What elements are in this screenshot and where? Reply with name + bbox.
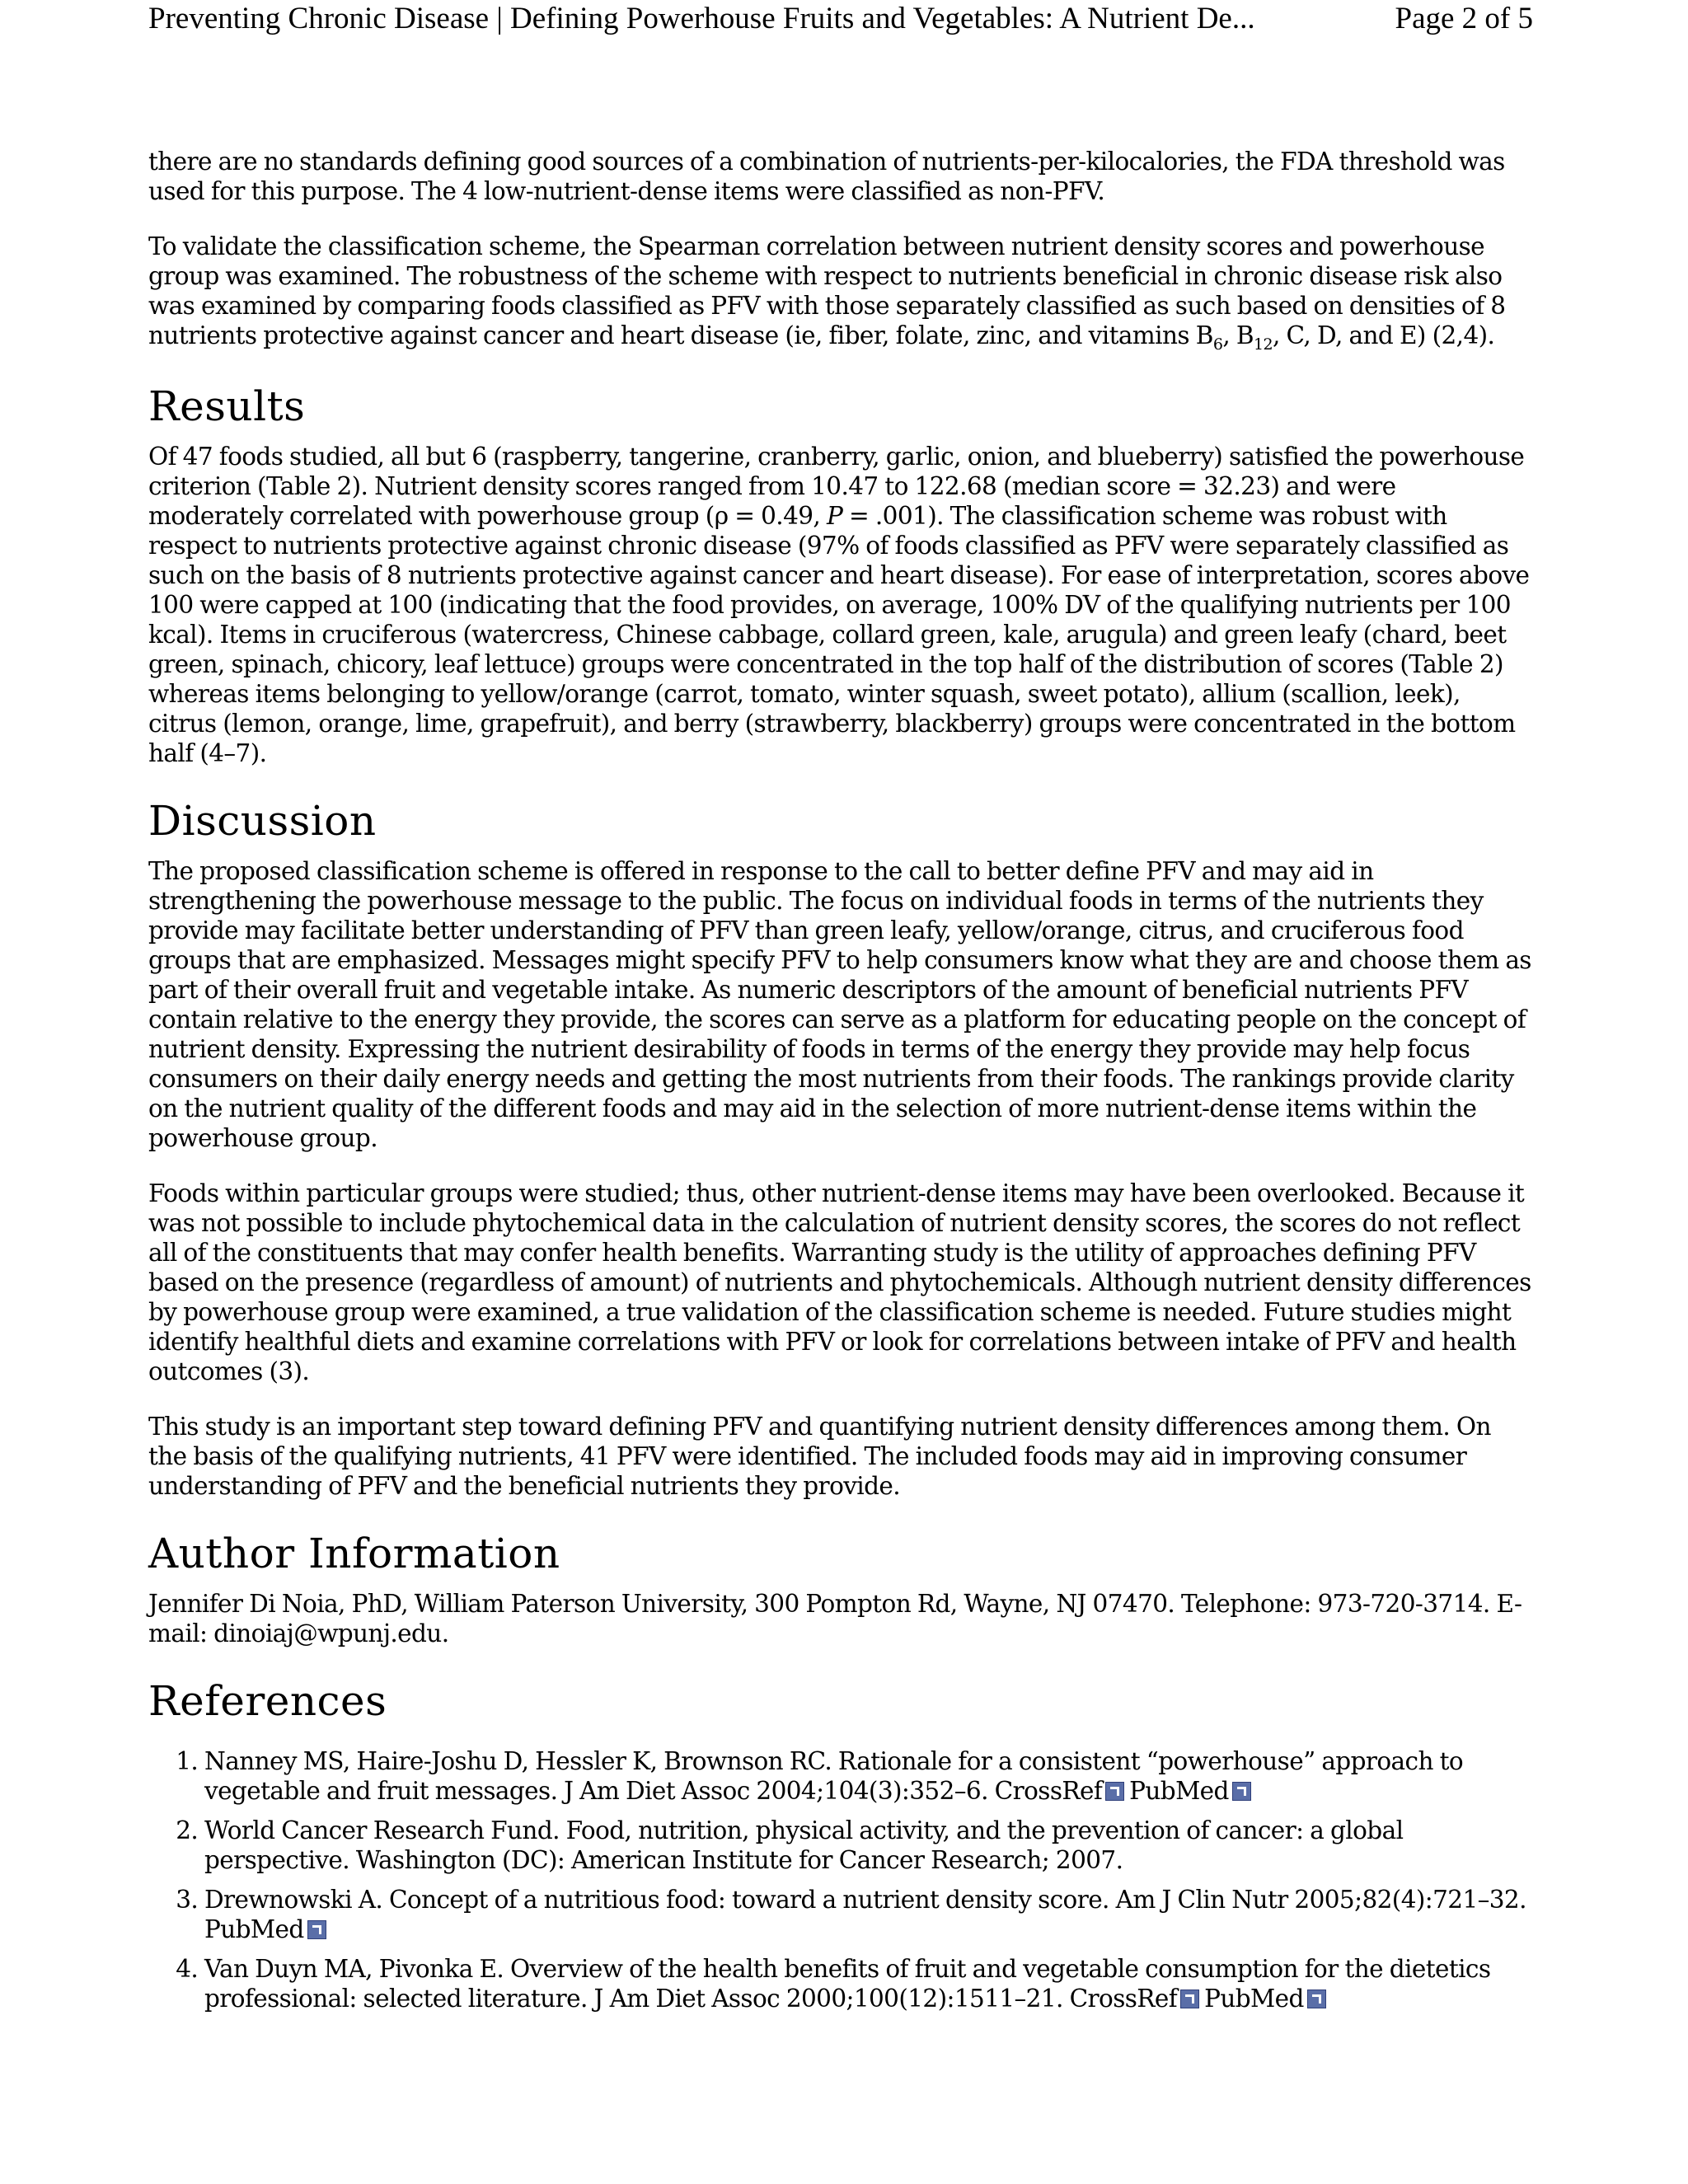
vitamin-tail: , C, D, and E) (2,4). (1272, 321, 1495, 349)
reference-text: Nanney MS, Haire-Joshu D, Hessler K, Brownson RC. Rationale for a consistent “powerhouse” approach to vegetable and fruit messages. J Am Diet Assoc 2004;104(3):352–6. (204, 1747, 1464, 1805)
reference-item (204, 1954, 1531, 2013)
results-heading: Results (148, 382, 306, 430)
article-body (148, 147, 1531, 2023)
intro-paragraph-1: there are no standards defining good sources of a combination of nutrients-per-kilocalories, the FDA threshold was used for this purpose. The 4 low-nutrient-dense items were classified as non-PFV. (148, 148, 1505, 205)
discussion-heading: Discussion (148, 797, 377, 845)
discussion-paragraph-3: This study is an important step toward defining PFV and quantifying nutrient density differences among them. On the basis of the qualifying nutrients, 41 PFV were identified. The included foods may aid in improving consumer understanding of PFV and the beneficial nutrients they provide. (148, 1413, 1491, 1500)
discussion-paragraph-2: Foods within particular groups were studied; thus, other nutrient-dense items may have been overlooked. Because it was not possible to include phytochemical data in the calculation of nutrient density scores, the scores do not reflect all of the constituents that may confer health benefits. Warranting study is the utility of approaches defining PFV based on the presence (regardless of amount) of nutrients and phytochemicals. Although nutrient density differences by powerhouse group were examined, a true validation of the classification scheme is needed. Future studies might identify healthful diets and examine correlations with PFV or look for correlations between intake of PFV and health outcomes (3). (148, 1179, 1531, 1385)
page-indicator: Page 2 of 5 (1395, 2, 1533, 35)
reference-text: Drewnowski A. Concept of a nutritious food: toward a nutrient density score. Am J Clin Nutr 2005;82(4):721–32. (204, 1886, 1526, 1914)
crossref-link[interactable]: CrossRef (1069, 1985, 1178, 2013)
reference-item (204, 1746, 1531, 1806)
results-text-a: Of 47 foods studied, all but 6 (raspberry, tangerine, cranberry, garlic, onion, and blueberry) satisfied the powerhouse criterion (Table 2). Nutrient density scores ranged from 10.47 to 122.68 (median score = 32.23) and were moderately correlated with powerhouse group (ρ = 0.49, (148, 443, 1525, 530)
reference-text: Van Duyn MA, Pivonka E. Overview of the health benefits of fruit and vegetable consumption for the dietetics professional: selected literature. J Am Diet Assoc 2000;100(12):1511–21. (204, 1955, 1491, 2013)
external-link-icon[interactable] (1180, 1990, 1199, 2008)
references-list (148, 1746, 1531, 2013)
discussion-paragraph-1: The proposed classification scheme is offered in response to the call to better define PFV and may aid in strengthening the powerhouse message to the public. The focus on individual foods in terms of the nutrients they provide may facilitate better understanding of PFV than green leafy, yellow/orange, citrus, and cruciferous food groups that are emphasized. Messages might specify PFV to help consumers know what they are and choose them as part of their overall fruit and vegetable intake. As numeric descriptors of the amount of beneficial nutrients PFV contain relative to the energy they provide, the scores can serve as a platform for educating people on the concept of nutrient density. Expressing the nutrient desirability of foods in terms of the energy they provide may help focus consumers on their daily energy needs and getting the most nutrients from their foods. The rankings provide clarity on the nutrient quality of the different foods and may aid in the selection of more nutrient-dense items within the powerhouse group. (148, 857, 1531, 1152)
reference-text: World Cancer Research Fund. Food, nutrition, physical activity, and the prevention of cancer: a global perspective. Washington (DC): American Institute for Cancer Research; 2007. (204, 1816, 1404, 1874)
pubmed-link[interactable]: PubMed (204, 1915, 304, 1943)
results-paragraph (148, 442, 1531, 768)
b6-subscript: 6 (1212, 335, 1223, 354)
p-value-symbol: P (826, 502, 843, 530)
references-heading: References (148, 1677, 387, 1725)
intro-paragraph-2 (148, 232, 1531, 354)
intro-paragraph-2-text: To validate the classification scheme, the Spearman correlation between nutrient density scores and powerhouse group was examined. The robustness of the scheme with respect to nutrients beneficial in chronic disease risk also was examined by comparing foods classified as PFV with those separately classified as such based on densities of 8 nutrients protective against cancer and heart disease (ie, fiber, folate, zinc, and vitamins B (148, 232, 1506, 349)
external-link-icon[interactable] (1105, 1782, 1124, 1801)
external-link-icon[interactable] (307, 1920, 326, 1939)
crossref-link[interactable]: CrossRef (994, 1777, 1103, 1805)
header-title: Preventing Chronic Disease | Defining Powerhouse Fruits and Vegetables: A Nutrient De... (148, 2, 1255, 35)
author-information-text: Jennifer Di Noia, PhD, William Paterson University, 300 Pompton Rd, Wayne, NJ 07470. Telephone: 973-720-3714. E-mail: dinoiaj@wpunj.edu. (148, 1590, 1522, 1647)
vitamin-separator: , B (1222, 321, 1254, 349)
results-text-b: = .001). The classification scheme was robust with respect to nutrients protective against chronic disease (97% of foods classified as PFV were separately classified as such on the basis of 8 nutrients protective against cancer and heart disease). For ease of interpretation, scores above 100 were capped at 100 (indicating that the food provides, on average, 100% DV of the qualifying nutrients per 100 kcal). Items in cruciferous (watercress, Chinese cabbage, collard green, kale, arugula) and green leafy (chard, beet green, spinach, chicory, leaf lettuce) groups were concentrated in the top half of the distribution of scores (Table 2) whereas items belonging to yellow/orange (carrot, tomato, winter squash, sweet potato), allium (scallion, leek), citrus (lemon, orange, lime, grapefruit), and berry (strawberry, blackberry) groups were concentrated in the bottom half (4–7). (148, 502, 1530, 767)
reference-item (204, 1816, 1531, 1875)
external-link-icon[interactable] (1232, 1782, 1251, 1801)
b12-subscript: 12 (1253, 335, 1273, 354)
pubmed-link[interactable]: PubMed (1204, 1985, 1304, 2013)
reference-item (204, 1885, 1531, 1944)
print-header (148, 0, 1533, 41)
pubmed-link[interactable]: PubMed (1129, 1777, 1229, 1805)
author-information-heading: Author Information (148, 1530, 560, 1577)
external-link-icon[interactable] (1307, 1990, 1326, 2008)
